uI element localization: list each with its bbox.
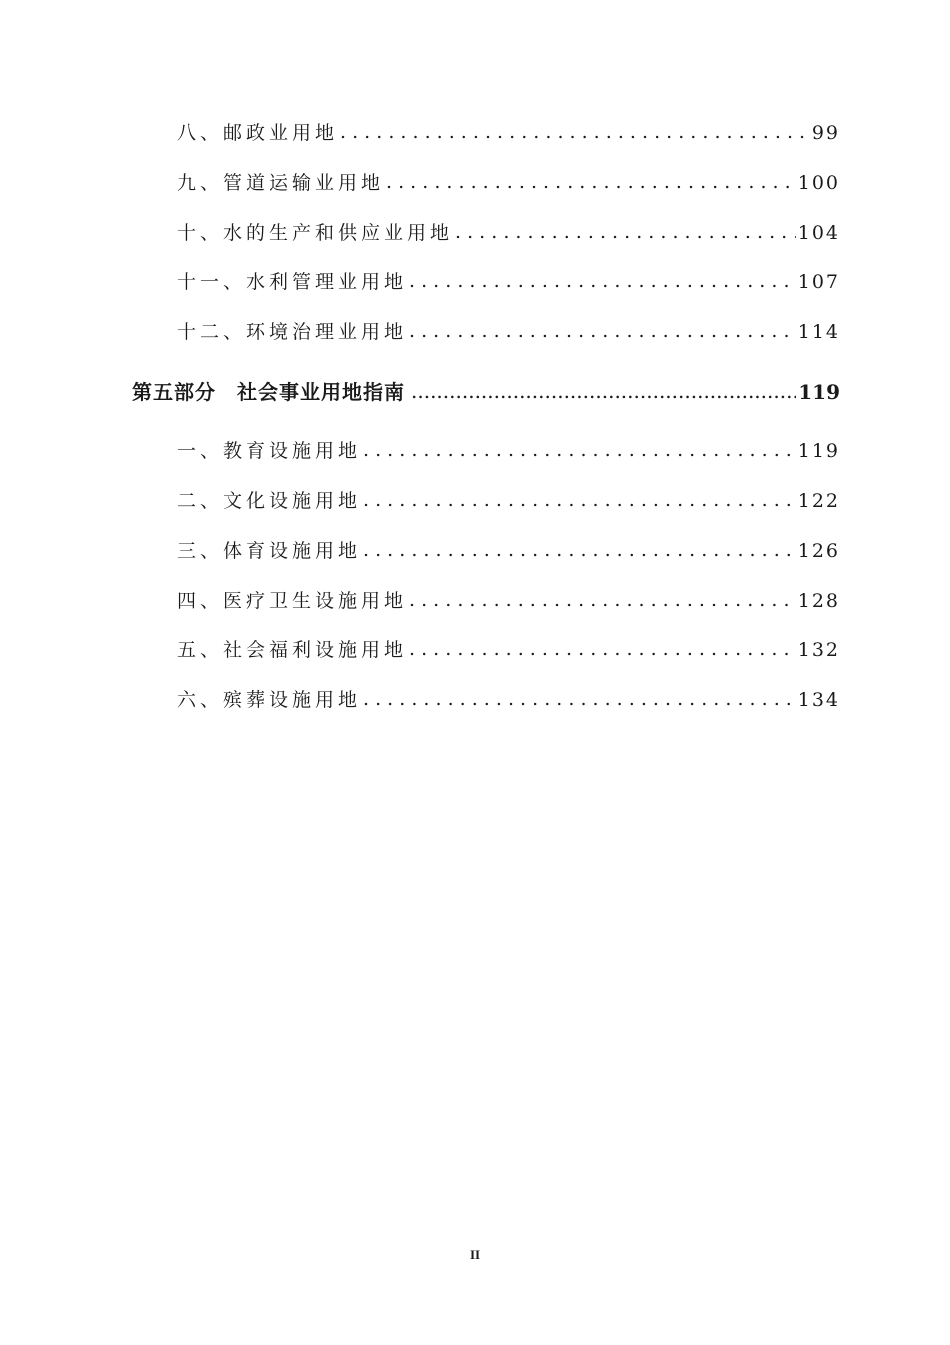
toc-entry[interactable]	[177, 635, 840, 663]
toc-entry-page: 99	[811, 122, 840, 144]
toc-entry-title: 三、体育设施用地	[177, 540, 362, 562]
toc-entry-title: 五、社会福利设施用地	[177, 639, 408, 661]
toc-entry-page: 100	[797, 172, 840, 194]
toc-entry-title: 一、教育设施用地	[177, 440, 362, 462]
toc-entry-page: 107	[797, 271, 840, 293]
toc-dot-leader	[363, 539, 796, 561]
toc-section-page: 119	[798, 380, 840, 404]
toc-entry[interactable]	[177, 685, 840, 713]
toc-dot-leader	[411, 379, 796, 403]
toc-dot-leader	[409, 320, 796, 342]
toc-section-heading[interactable]	[132, 376, 840, 406]
toc-entry-title: 六、殡葬设施用地	[177, 689, 362, 711]
toc-entry-page: 132	[797, 639, 840, 661]
toc-entry-page: 104	[797, 222, 840, 244]
page-number: II	[469, 1247, 481, 1262]
toc-dot-leader	[363, 439, 796, 461]
toc-dot-leader	[409, 638, 796, 660]
toc-entry-title: 十二、环境治理业用地	[177, 321, 408, 343]
toc-entry[interactable]	[177, 436, 840, 464]
toc-entry-title: 九、管道运输业用地	[177, 172, 385, 194]
toc-entry[interactable]	[177, 586, 840, 614]
toc-section-title: 第五部分 社会事业用地指南	[132, 380, 405, 404]
toc-entry[interactable]	[177, 317, 840, 345]
toc-entry-page: 126	[797, 540, 840, 562]
toc-entry[interactable]	[177, 486, 840, 514]
toc-dot-leader	[340, 121, 810, 143]
toc-entry-title: 十一、水利管理业用地	[177, 271, 408, 293]
toc-dot-leader	[386, 171, 796, 193]
toc-dot-leader	[455, 221, 796, 243]
toc-entry[interactable]	[177, 218, 840, 246]
toc-dot-leader	[363, 688, 796, 710]
toc-entry[interactable]	[177, 118, 840, 146]
toc-entry[interactable]	[177, 267, 840, 295]
toc-dot-leader	[409, 270, 796, 292]
toc-dot-leader	[409, 589, 796, 611]
toc-entry-page: 119	[797, 440, 840, 462]
toc-entry-title: 十、水的生产和供应业用地	[177, 222, 454, 244]
toc-entry-page: 114	[797, 321, 840, 343]
toc-entry-title: 八、邮政业用地	[177, 122, 339, 144]
toc-entry[interactable]	[177, 536, 840, 564]
toc-entry-title: 二、文化设施用地	[177, 490, 362, 512]
toc-entry-page: 134	[797, 689, 840, 711]
toc-entry[interactable]	[177, 168, 840, 196]
toc-entry-page: 128	[797, 590, 840, 612]
toc-dot-leader	[363, 489, 796, 511]
toc-entry-title: 四、医疗卫生设施用地	[177, 590, 408, 612]
toc-entry-page: 122	[797, 490, 840, 512]
